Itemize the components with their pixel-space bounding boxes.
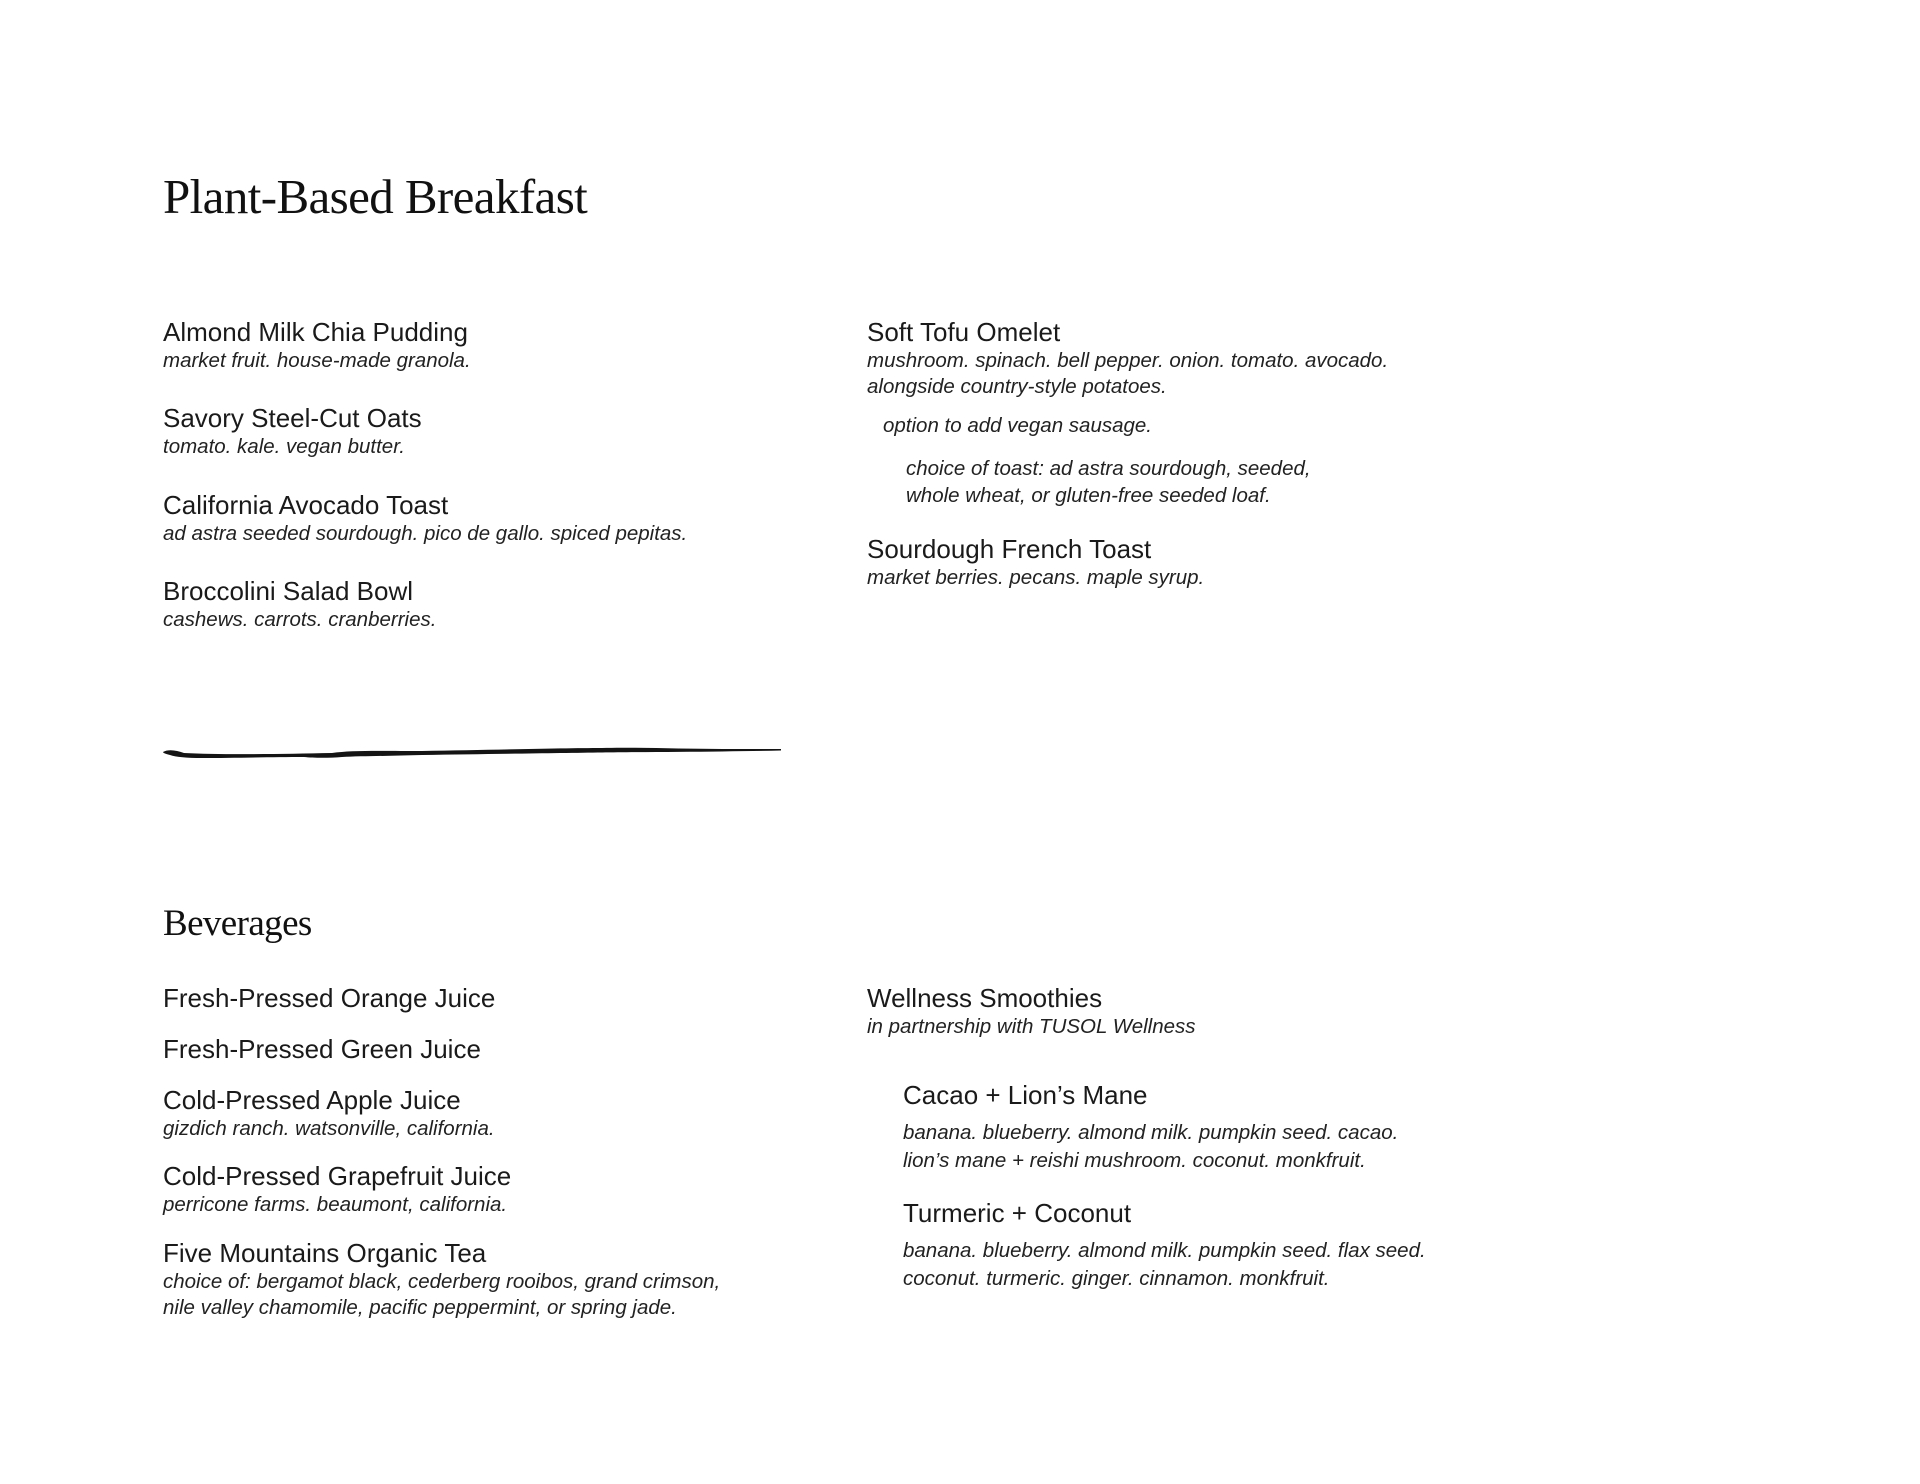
item-description: cashews. carrots. cranberries. [163,608,437,631]
item-description: ad astra seeded sourdough. pico de gallo. spiced pepitas. [163,522,688,545]
menu-item-smoothies [867,982,1196,1040]
menu-item [163,489,687,547]
menu-item [163,982,495,1014]
item-description: coconut. turmeric. ginger. cinnamon. monkfruit. [903,1267,1330,1290]
item-description: market berries. pecans. maple syrup. [867,566,1205,589]
item-description: in partnership with TUSOL Wellness [867,1015,1196,1038]
item-name: Wellness Smoothies [867,983,1103,1013]
menu-item-omelet [867,316,1388,400]
item-name: Cold-Pressed Apple Juice [163,1085,461,1115]
item-description: mushroom. spinach. bell pepper. onion. tomato. avocado. [867,349,1389,372]
menu-item [163,1160,511,1218]
brush-stroke-path [163,748,781,758]
item-name: Almond Milk Chia Pudding [163,317,468,347]
brush-stroke-divider-icon [162,740,782,764]
toast-choice-note-line1: choice of toast: ad astra sourdough, seeded, [906,457,1311,480]
item-description: gizdich ranch. watsonville, california. [163,1117,495,1140]
menu-item [163,1084,495,1142]
item-description: banana. blueberry. almond milk. pumpkin seed. cacao. [903,1121,1399,1144]
omelet-option-note: option to add vegan sausage. [883,414,1152,437]
item-description: alongside country-style potatoes. [867,375,1167,398]
item-name: Turmeric + Coconut [903,1198,1132,1228]
item-name: Cacao + Lion’s Mane [903,1080,1148,1110]
menu-item [163,316,471,374]
item-name: Fresh-Pressed Green Juice [163,1034,481,1064]
item-name: Broccolini Salad Bowl [163,576,414,606]
item-description: lion’s mane + reishi mushroom. coconut. monkfruit. [903,1149,1366,1172]
item-description: tomato. kale. vegan butter. [163,435,405,458]
menu-item [867,533,1204,591]
item-description: perricone farms. beaumont, california. [163,1193,508,1216]
menu-item [163,1033,481,1065]
smoothie-item [903,1079,1398,1175]
smoothie-item [903,1197,1426,1293]
breakfast-title: Plant-Based Breakfast [163,169,588,224]
item-description: market fruit. house-made granola. [163,349,471,372]
item-name: Fresh-Pressed Orange Juice [163,983,496,1013]
menu-item [163,1237,720,1321]
beverages-title: Beverages [163,903,312,944]
item-description: choice of: bergamot black, cederberg rooibos, grand crimson, [163,1270,721,1293]
menu-item [163,402,422,460]
menu-item [163,575,436,633]
item-name: Cold-Pressed Grapefruit Juice [163,1161,512,1191]
item-name: Five Mountains Organic Tea [163,1238,487,1268]
item-name: Sourdough French Toast [867,534,1152,564]
item-name: Soft Tofu Omelet [867,317,1061,347]
item-name: California Avocado Toast [163,490,449,520]
item-name: Savory Steel-Cut Oats [163,403,422,433]
item-description: banana. blueberry. almond milk. pumpkin seed. flax seed. [903,1239,1426,1262]
toast-choice-note-line2: whole wheat, or gluten-free seeded loaf. [906,484,1271,507]
item-description: nile valley chamomile, pacific peppermint, or spring jade. [163,1296,677,1319]
